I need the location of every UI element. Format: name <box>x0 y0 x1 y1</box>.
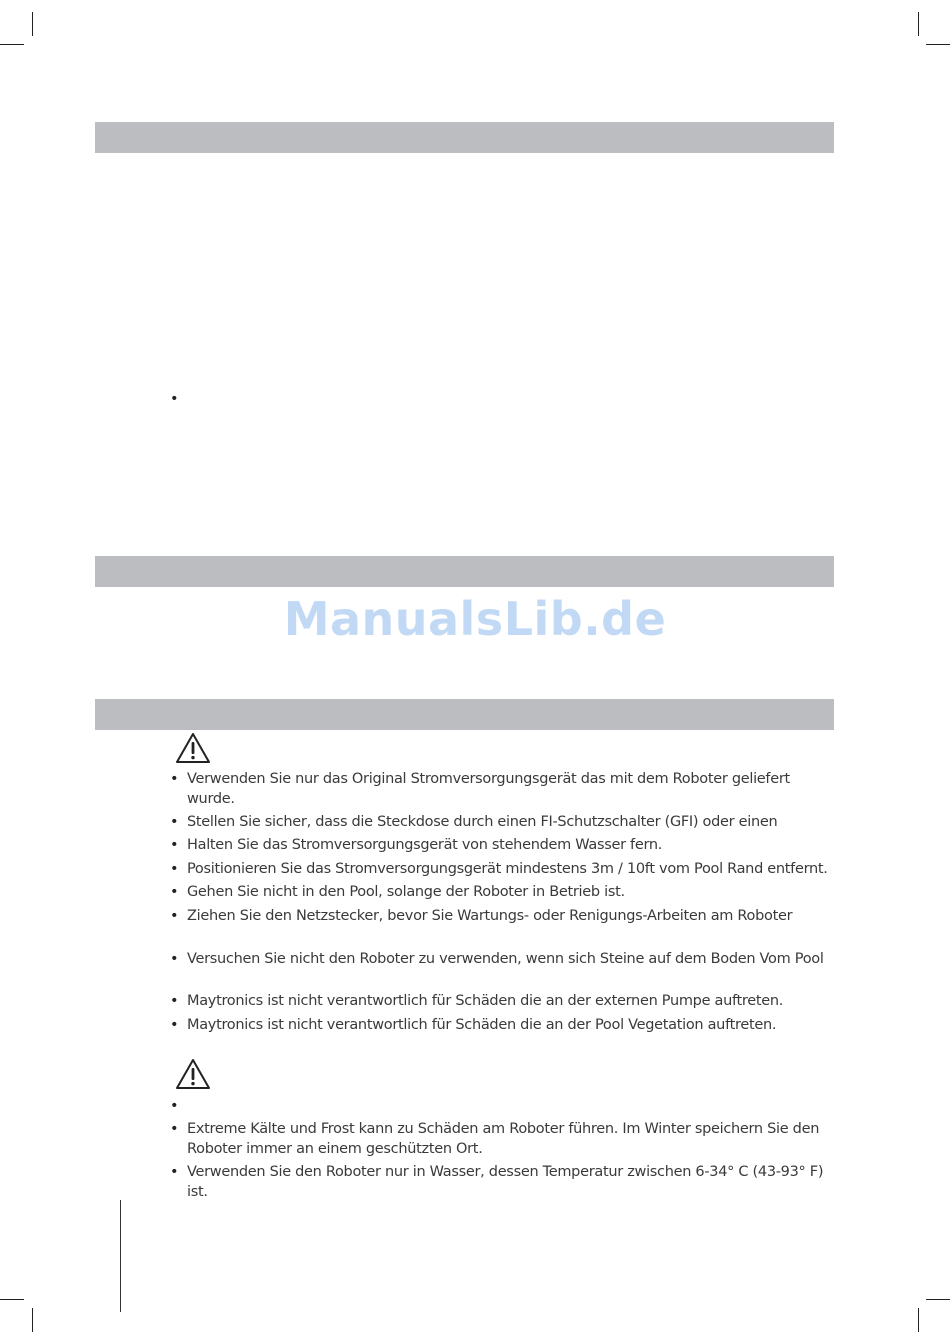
safety-list-2 <box>170 836 840 926</box>
list-item: • Stellen Sie sicher, dass die Steckdose durch einen FI-Schutzschalter (GFI) oder einen <box>170 813 840 833</box>
list-item: • Gehen Sie nicht in den Pool, solange der Roboter in Betrieb ist. <box>170 883 840 903</box>
crop-mark-top-right-horizontal <box>926 44 950 45</box>
list-item: • Maytronics ist nicht verantwortlich für Schäden die an der Pool Vegetation auftreten. <box>170 1016 840 1036</box>
list-item: • Verwenden Sie nur das Original Stromversorgungsgerät das mit dem Roboter geliefert wurde. <box>170 770 840 809</box>
crop-mark-bottom-right-horizontal <box>926 1299 950 1300</box>
crop-mark-top-right-vertical <box>918 12 919 36</box>
section-header-band-1 <box>95 122 834 153</box>
watermark: ManualsLib.de <box>283 592 667 646</box>
empty-bullet: • <box>170 391 179 407</box>
warning-triangle-icon <box>175 1058 211 1090</box>
safety-list-1 <box>170 770 840 833</box>
section-header-band-2 <box>95 556 834 587</box>
crop-mark-bottom-right-vertical <box>918 1308 919 1332</box>
section-header-band-3 <box>95 699 834 730</box>
safety-list-5 <box>170 1120 840 1202</box>
list-item: • Maytronics ist nicht verantwortlich für Schäden die an der externen Pumpe auftreten. <box>170 992 840 1012</box>
warning-triangle-icon <box>175 732 211 764</box>
safety-list-4 <box>170 992 840 1035</box>
safety-list-3 <box>170 950 840 970</box>
empty-bullet: • <box>170 1098 179 1114</box>
crop-mark-top-left-horizontal <box>0 44 24 45</box>
list-item: • Halten Sie das Stromversorgungsgerät von stehendem Wasser fern. <box>170 836 840 856</box>
list-item: • Ziehen Sie den Netzstecker, bevor Sie Wartungs- oder Renigungs-Arbeiten am Roboter <box>170 907 840 927</box>
list-item: • Extreme Kälte und Frost kann zu Schäden am Roboter führen. Im Winter speichern Sie den Roboter immer an einem geschützten Ort. <box>170 1120 840 1159</box>
crop-mark-bottom-left-horizontal <box>0 1299 24 1300</box>
list-item: • Versuchen Sie nicht den Roboter zu verwenden, wenn sich Steine auf dem Boden Vom Pool <box>170 950 840 970</box>
crop-mark-top-left-vertical <box>32 12 33 36</box>
left-margin-rule <box>120 1200 121 1312</box>
list-item: • Positionieren Sie das Stromversorgungsgerät mindestens 3m / 10ft vom Pool Rand entfernt. <box>170 860 840 880</box>
list-item: • Verwenden Sie den Roboter nur in Wasser, dessen Temperatur zwischen 6-34° C (43-93° F) ist. <box>170 1163 840 1202</box>
crop-mark-bottom-left-vertical <box>32 1308 33 1332</box>
